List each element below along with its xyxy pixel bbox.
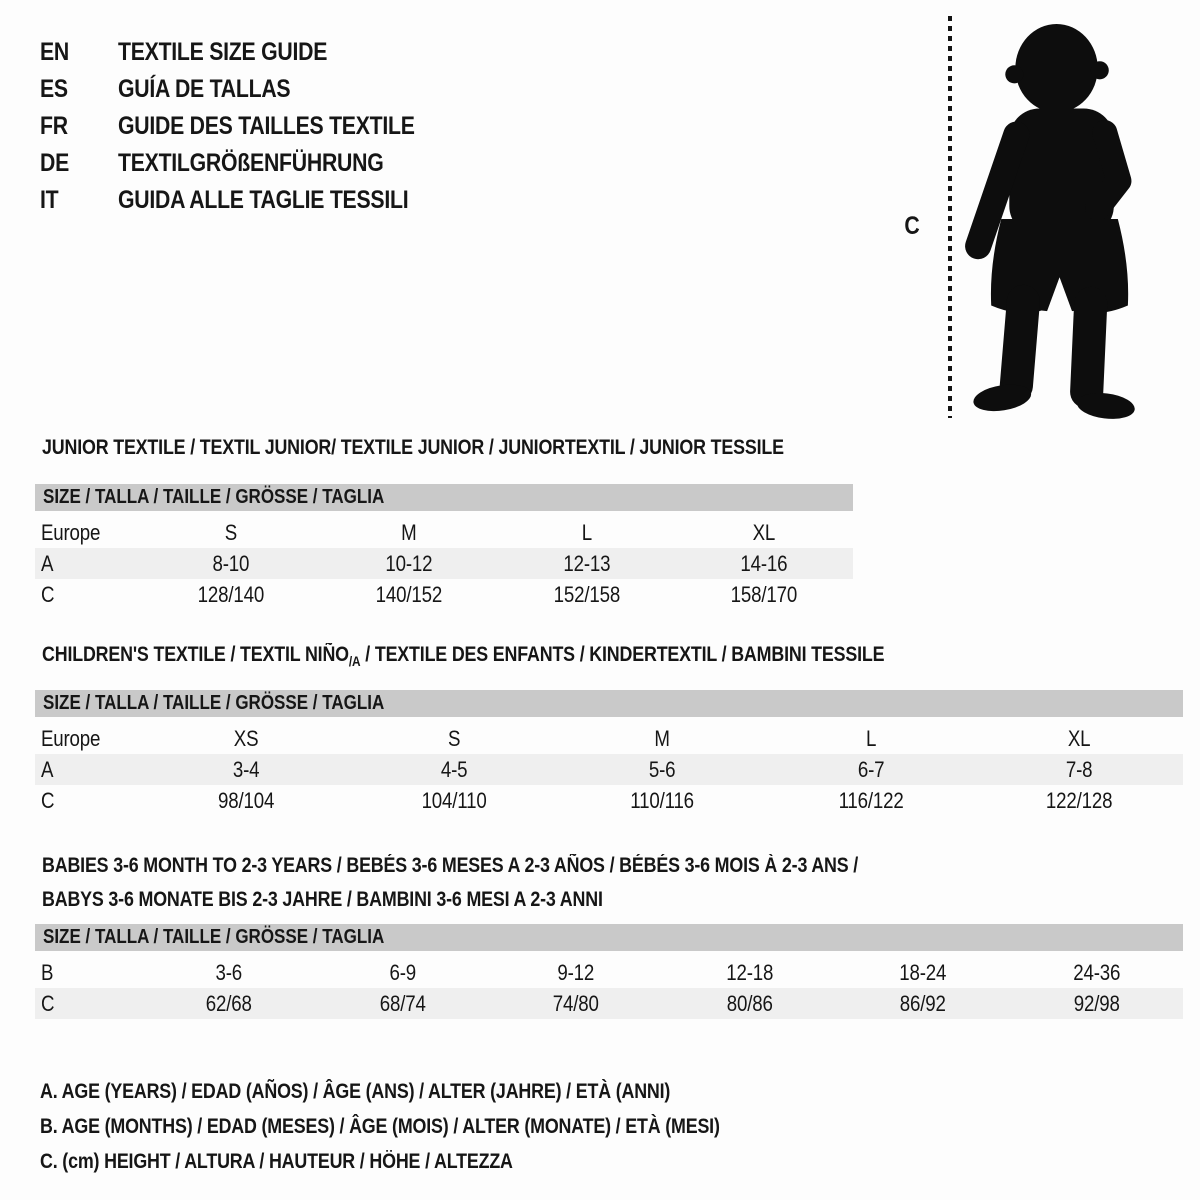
table-cell: L <box>865 725 876 751</box>
language-title-list <box>40 34 467 219</box>
table-cell: 9-12 <box>557 959 595 985</box>
table-cell: 110/116 <box>630 787 695 813</box>
guide-title-es: GUÍA DE TALLAS <box>118 75 291 103</box>
table-cell: 7-8 <box>1065 756 1093 782</box>
table-cell: S <box>448 725 461 751</box>
table-cell: 12-13 <box>562 550 610 576</box>
table-cell: 152/158 <box>553 581 620 607</box>
guide-title-en: TEXTILE SIZE GUIDE <box>118 38 328 66</box>
table-cell: XL <box>752 519 776 545</box>
table-cell: 158/170 <box>730 581 798 607</box>
table-cell: 18-24 <box>899 959 947 985</box>
lang-code: DE <box>40 149 70 177</box>
table-cell: 6-9 <box>388 959 416 985</box>
table-cell: L <box>581 519 592 545</box>
lang-row-it <box>40 182 467 219</box>
table-cell: 10-12 <box>385 550 433 576</box>
lang-row-es <box>40 71 467 108</box>
row-label-cell: A <box>40 550 54 576</box>
row-label-cell: Europe <box>40 725 101 751</box>
legend-line-c: C. (cm) HEIGHT / ALTURA / HAUTEUR / HÖHE / ALTEZZA <box>40 1150 513 1173</box>
legend-line-b: B. AGE (MONTHS) / EDAD (MESES) / ÂGE (MOIS) / ALTER (MONATE) / ETÀ (MESI) <box>40 1115 720 1138</box>
table-cell: M <box>400 519 417 545</box>
lang-code: EN <box>40 38 70 66</box>
guide-title-fr: GUIDE DES TAILLES TEXTILE <box>118 112 415 140</box>
table-cell: 12-18 <box>725 959 773 985</box>
table-cell: 14-16 <box>740 550 788 576</box>
table-cell: 80/86 <box>726 990 773 1016</box>
height-measure-dotted-line <box>948 16 952 418</box>
babies-size-table <box>35 924 1183 1019</box>
row-label-cell: B <box>40 959 54 985</box>
table-cell: 68/74 <box>379 990 426 1016</box>
table-cell: S <box>224 519 238 545</box>
table-cell: 140/152 <box>375 581 442 607</box>
table-row-height-cm <box>35 988 1183 1019</box>
lang-row-de <box>40 145 467 182</box>
guide-title-it: GUIDA ALLE TAGLIE TESSILI <box>118 186 409 214</box>
nino-a-subscript: /A <box>348 653 361 669</box>
table-row-age-months <box>35 957 1183 988</box>
table-row-age-years <box>35 548 853 579</box>
babies-section-title: BABIES 3-6 MONTH TO 2-3 YEARS / BEBÉS 3-6 MESES A 2-3 AÑOS / BÉBÉS 3-6 MOIS À 2-3 ANS / BABYS 3-6 MONATE BIS 2-3 JAHRE / BAMBINI 3-6 MESI A 2-3 ANNI <box>42 854 859 911</box>
table-cell: XS <box>233 725 259 751</box>
measurement-legend <box>40 1074 840 1179</box>
baby-silhouette-icon <box>958 12 1141 420</box>
table-cell: 92/98 <box>1073 990 1120 1016</box>
table-cell: 128/140 <box>197 581 265 607</box>
size-header-bar: SIZE / TALLA / TAILLE / GRÖSSE / TAGLIA <box>35 484 853 511</box>
legend-line-a: A. AGE (YEARS) / EDAD (AÑOS) / ÂGE (ANS) / ALTER (JAHRE) / ETÀ (ANNI) <box>40 1080 671 1103</box>
row-label-cell: A <box>40 756 54 782</box>
table-cell: 116/122 <box>838 787 904 813</box>
table-cell: 4-5 <box>441 756 468 782</box>
row-label-cell: C <box>40 990 55 1016</box>
lang-code: IT <box>40 186 59 214</box>
lang-row-fr <box>40 108 467 145</box>
lang-code: ES <box>40 75 68 103</box>
table-row-height-cm <box>35 785 1183 816</box>
table-cell: 86/92 <box>899 990 946 1016</box>
table-cell: 3-6 <box>215 959 243 985</box>
table-cell: 62/68 <box>205 990 252 1016</box>
guide-title-de: TEXTILGRÖßENFÜHRUNG <box>118 149 384 177</box>
children-section-title: CHILDREN'S TEXTILE / TEXTIL $NIÑO_{/A}$ / TEXTILE DES ENFANTS / KINDERTEXTIL / BAMBINI TESSILE <box>42 643 885 669</box>
table-cell: 98/104 <box>218 787 275 813</box>
junior-size-table <box>35 484 853 610</box>
table-cell: 3-4 <box>232 756 260 782</box>
children-size-table <box>35 690 1183 816</box>
table-cell: XL <box>1067 725 1091 751</box>
table-cell: 122/128 <box>1045 787 1113 813</box>
table-cell: 24-36 <box>1072 959 1120 985</box>
table-cell: 5-6 <box>649 756 676 782</box>
table-row-europe <box>35 517 853 548</box>
size-header-bar: SIZE / TALLA / TAILLE / GRÖSSE / TAGLIA <box>35 690 1183 717</box>
table-cell: 6-7 <box>857 756 884 782</box>
size-header-bar: SIZE / TALLA / TAILLE / GRÖSSE / TAGLIA <box>35 924 1183 951</box>
lang-code: FR <box>40 112 68 140</box>
row-label-cell: C <box>40 787 55 813</box>
table-cell: M <box>654 725 671 751</box>
lang-row-en <box>40 34 467 71</box>
table-row-height-cm <box>35 579 853 610</box>
table-row-age-years <box>35 754 1183 785</box>
row-label-cell: Europe <box>40 519 101 545</box>
height-measure-label-c: C <box>904 212 920 240</box>
junior-section-title: JUNIOR TEXTILE / TEXTIL JUNIOR/ TEXTILE JUNIOR / JUNIORTEXTIL / JUNIOR TESSILE <box>42 436 784 459</box>
table-cell: 8-10 <box>212 550 250 576</box>
row-label-cell: C <box>40 581 55 607</box>
table-cell: 104/110 <box>421 787 487 813</box>
table-row-europe <box>35 723 1183 754</box>
table-cell: 74/80 <box>552 990 599 1016</box>
